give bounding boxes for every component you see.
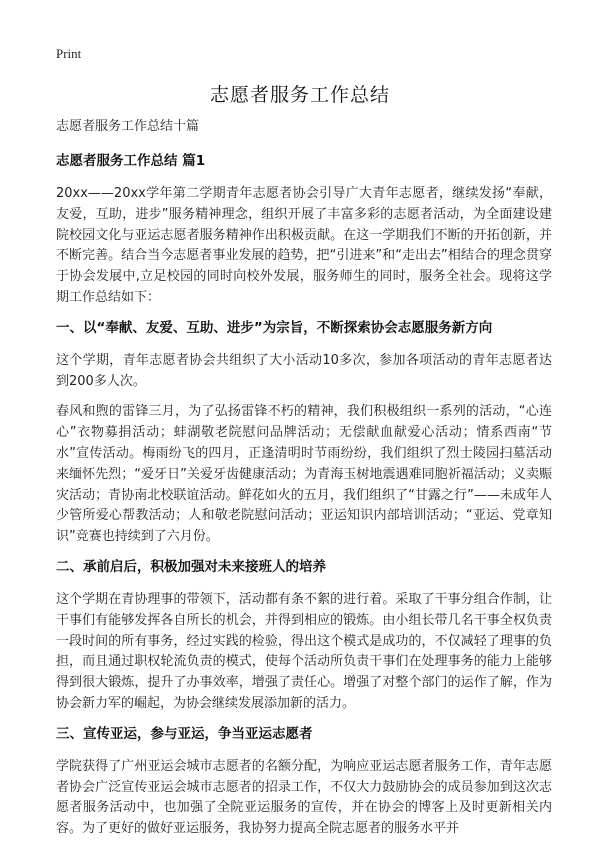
article-heading: 志愿者服务工作总结 篇1 bbox=[56, 153, 206, 169]
intro-paragraph: 20xx——20xx学年第二学期青年志愿者协会引导广大青年志愿者，继续发扬“奉献，友爱，互助，进步”服务精神理念，组织开展了丰富多彩的志愿者活动，为全面建设建院校园文化与亚运志愿者服务精神作出积极贡献。在这一学期我们不断的开拓创新，并不断完善。结合当今志愿者事业发展的趋势，把“引进来”和“走出去”相结合的理念贯穿于协会发展中,立足校园的同时向校外发展，服务师生的同时，服务全社会。现将这学期工作总结如下： bbox=[56, 186, 552, 305]
section-heading-2: 二、承前启后，积极加强对未来接班人的培养 bbox=[56, 558, 326, 575]
section-3-paragraph-1: 学院获得了广州亚运会城市志愿者的名额分配，为响应亚运志愿者服务工作，青年志愿者协会广泛宣传亚运会城市志愿者的招录工作，不仅大力鼓励协会的成员参加到这次志愿者服务活动中，也加强了全院亚运服务的宣传，并在协会的博客上及时更新相关内容。为了更好的做好亚运服务，我协努力提高全院志愿者的服务水平并 bbox=[56, 758, 552, 837]
document-subtitle: 志愿者服务工作总结十篇 bbox=[56, 119, 200, 134]
page-title: 志愿者服务工作总结 bbox=[209, 84, 390, 106]
section-heading-3: 三、宣传亚运，参与亚运，争当亚运志愿者 bbox=[56, 725, 313, 742]
section-heading-1: 一、以“奉献、友爱、互助、进步”为宗旨，不断探索协会志愿服务新方向 bbox=[56, 319, 493, 336]
section-1-paragraph-1: 这个学期，青年志愿者协会共组织了大小活动10多次，参加各项活动的青年志愿者达到200多人次。 bbox=[56, 352, 552, 389]
print-link[interactable]: Print bbox=[56, 46, 82, 61]
document-body bbox=[56, 118, 552, 850]
section-1-paragraph-2: 春风和煦的雷锋三月，为了弘扬雷锋不朽的精神，我们积极组织一系列的活动，“心连心”衣物募捐活动；蚌湖敬老院慰问品牌活动；无偿献血献爱心活动；情系西南“节水”宣传活动。梅雨纷飞的四月，正逢清明时节雨纷纷，我们组织了烈士陵园扫墓活动来缅怀先烈；“爱牙日”关爱牙齿健康活动；为青海玉树地震遇难同胞祈福活动；义卖赈灾活动；青协南北校联谊活动。鲜花如火的五月，我们组织了“甘露之行”——未成年人少管所爱心帮教活动；人和敬老院慰问活动；亚运知识内部培训活动；“亚运、党章知识”竞赛也持续到了六月份。 bbox=[56, 404, 552, 545]
section-2-paragraph-1: 这个学期在青协理事的带领下，活动都有条不絮的进行着。采取了干事分组合作制，让干事们有能够发挥各自所长的机会，并得到相应的锻炼。由小组长带几名干事全权负责一段时间的所有事务，经过实践的检验，得出这个模式是成功的，不仅减轻了理事的负担，而且通过职权轮流负责的模式，使每个活动所负责干事们在处理事务的能力上能够得到很大锻炼，提升了办事效率，增强了责任心。增强了对整个部门的运作了解，作为协会新力军的崛起，为协会继续发展添加新的活力。 bbox=[56, 591, 552, 711]
